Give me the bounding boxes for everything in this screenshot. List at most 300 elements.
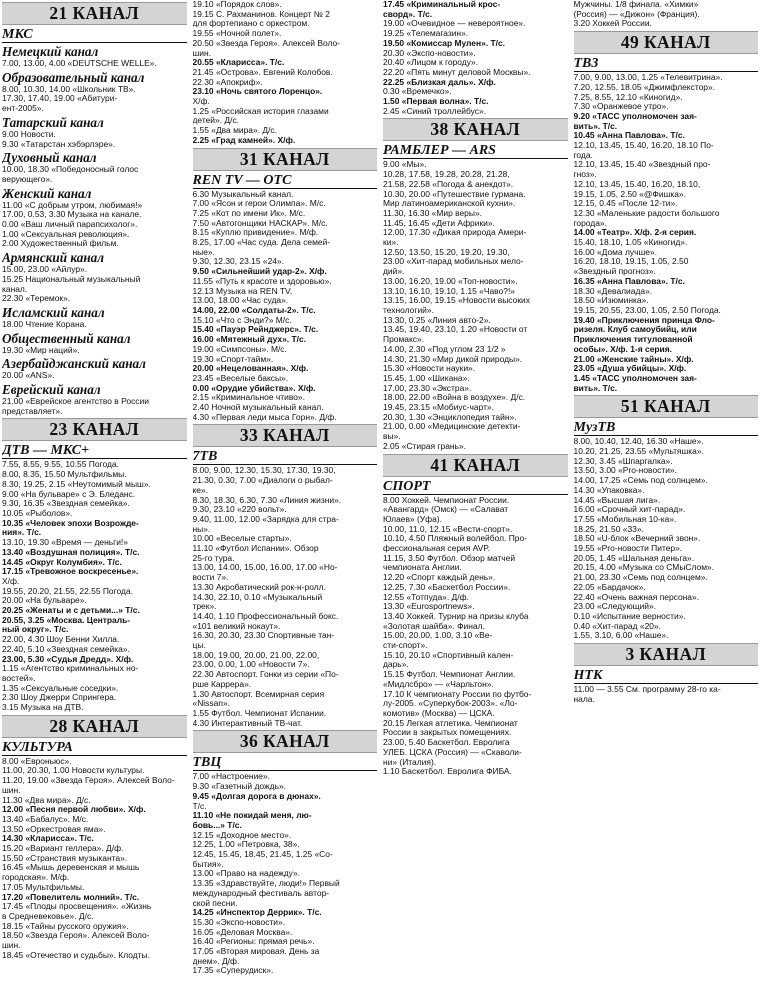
program-entry: 13.00, 18.00 «Час суда». xyxy=(192,295,289,306)
program-entry-highlight: 14.45 «Округ Колумбия». Т/с. xyxy=(2,556,122,567)
program-entry: 7.25, 8.55, 12.10 «Киногид». xyxy=(573,91,683,102)
program-entry: 23.00 «Хит-парад мобильных мело- xyxy=(383,256,524,267)
program-entry: «Золотая шайба». Финал. xyxy=(383,620,485,631)
program-entry: 12.10, 13.45, 15.40, 16.20, 18.10 По- xyxy=(573,140,714,151)
program-entry-highlight: 17.20 «Повелитель молний». Т/с. xyxy=(2,891,140,902)
program-entry-highlight: 10.45 «Анна Павлова». Т/с. xyxy=(573,130,685,141)
program-entry-highlight: 9.50 «Сильнейший удар-2». Х/ф. xyxy=(192,266,327,277)
program-entry: 17.45 «Плоды просвещения». «Жизнь xyxy=(2,901,152,912)
channel-name: МКС xyxy=(2,27,187,43)
program-entry: 7.00 «Ясон и герои Олимпа». М/с. xyxy=(192,198,326,209)
program-entry: 17.55 «Мобильная 10-ка». xyxy=(573,513,677,524)
program-entry: городская». М/ф. xyxy=(2,872,70,883)
program-entry: 11.55 «Путь к красоте и здоровью». xyxy=(192,275,332,286)
program-entry: 19.45, 23.15 «Мобиус-чарт». xyxy=(383,402,494,413)
program-entry: 18.50 «Звезда Героя». Алексей Воло- xyxy=(2,930,150,941)
program-entry-highlight: 23.10 «Ночь святого Лоренцо». xyxy=(192,86,323,97)
program-entry-highlight: 20.55 «Кларисса». Т/с. xyxy=(192,57,285,68)
program-entry: 9.30, 16.35 «Звездная семейка». xyxy=(2,498,130,509)
program-entry: 7.25 «Кот по имени Ик». М/с. xyxy=(192,207,306,218)
program-entry: 1.55 Футбол. Чемпионат Испании. xyxy=(192,708,327,718)
program-entry: нала. xyxy=(573,693,595,704)
program-entry: 13.10, 19.30 «Время — деньги!» xyxy=(2,537,128,548)
program-entry: 9.00 «На бульваре» с Э. Бледанс. xyxy=(2,488,136,499)
channel-name: КУЛЬТУРА xyxy=(2,740,187,756)
program-entry-highlight: 23.00, 5.30 «Судья Дредд». Х/ф. xyxy=(2,653,134,664)
program-entry: 12.30 «Маленькие радости большого xyxy=(573,207,720,218)
program-entry-highlight: 19.40 «Приключения принца Фло- xyxy=(573,314,715,325)
program-entry: Мир латиноамериканской кухни». xyxy=(383,198,516,209)
program-entry: 14.45 «Высшая лига». xyxy=(573,494,661,505)
program-entry: 1.55 «Два мира». Д/с. xyxy=(192,125,277,136)
program-entry: 12.15, 0.45 «После 12-ти». xyxy=(573,198,678,209)
program-entry: 12.10, 13.45, 15.40 «Звездный про- xyxy=(573,159,711,170)
program-entry: 7.50 «Автогонщики НАСКАР». М/с. xyxy=(192,217,328,228)
program-entry: 10.20, 21.25, 23.55 «Мультяшка». xyxy=(573,446,704,457)
program-entry: 11.15, 3.50 Футбол. Обзор матчей xyxy=(383,552,516,563)
program-entry: 22.20 «Пять минут деловой Москвы». xyxy=(383,66,531,77)
channel-name: ДТВ — МКС+ xyxy=(2,443,187,459)
program-entry: Т/с. xyxy=(192,800,207,811)
program-entry: комотив» (Москва) — ЦСКА. xyxy=(383,708,495,718)
program-entry: 14.40, 1.10 Профессиональный бокс. xyxy=(192,610,339,621)
program-entry-highlight: 11.10 «Не покидай меня, лю- xyxy=(192,810,312,821)
program-entry: 1.10 Баскетбол. Евролига ФИБА. xyxy=(383,766,512,777)
program-entry: 17.05 Мультфильмы. xyxy=(2,881,85,892)
program-entry: 12.50, 13.50, 15.20, 19.20, 19.30, xyxy=(383,246,510,257)
program-entry: 2.30 Шоу Джерри Спрингера. xyxy=(2,692,117,703)
program-entry: 1.55, 3.10, 6.00 «Наше». xyxy=(573,630,669,641)
program-entry: 13.10, 16.10, 19.10, 1.15 «Чаво?!» xyxy=(383,285,515,296)
program-entry: лу-2005. «Суперкубок-2003». «Ло- xyxy=(383,698,518,709)
program-entry-highlight: 10.35 «Человек эпохи Возрожде- xyxy=(2,517,139,528)
program-entry: 16.00 «Срочный хит-парад». xyxy=(573,504,686,515)
program-entry: 20.30 «Экспо-новости». xyxy=(383,47,476,58)
program-entry: 1.35 «Сексуальные соседки». xyxy=(2,682,119,693)
program-entry: 11.00 «С добрым утром, любимая!» xyxy=(2,199,143,210)
program-entry: 4.30 «Первая леди мыса Горн». Д/ф. xyxy=(192,411,337,422)
program-entry: 10.00 «Веселые старты». xyxy=(192,533,292,544)
program-entry: днем». Д/ф. xyxy=(192,955,240,966)
program-entry: 8.00, 8.35, 15.50 Мультфильмы. xyxy=(2,469,127,480)
program-entry: 13.00, 16.20, 19.00 «Топ-новости». xyxy=(383,275,518,286)
program-entry: 23.00 «Следующий». xyxy=(573,601,657,612)
program-entry: 8.00, 10.40, 12.40, 16.30 «Наше». xyxy=(573,436,704,447)
program-entry: 6.30 Музыкальный канал. xyxy=(192,188,294,199)
program-entry-highlight: 14.00 «Театр». Х/ф. 2-я серия. xyxy=(573,227,697,238)
program-entry: вы». xyxy=(383,431,401,442)
program-entry: 8.30, 18.30, 6.30, 7.30 «Линия жизни». xyxy=(192,494,342,505)
program-entry: 23.45 «Веселые баксы». xyxy=(192,372,289,383)
program-entry: 8.30, 19.25, 2.15 «Неутомимый мыш». xyxy=(2,478,151,489)
program-entry: 9.30 «Газетный дождь». xyxy=(192,781,287,792)
program-entry: международный фестиваль автор- xyxy=(192,887,330,898)
program-entry: 22.30 Автоспорт. Гонки из серии «По- xyxy=(192,669,339,680)
channel-number-band: 23 КАНАЛ xyxy=(2,418,187,441)
program-entry: 20.15, 4.00 «Музыка со СМыСлом». xyxy=(573,562,715,573)
program-entry: 3.15 Музыка на ДТВ. xyxy=(2,702,84,713)
program-entry: 16.30, 20.30, 23.30 Спортивные тан- xyxy=(192,630,335,641)
channel-name: Исламский канал xyxy=(2,304,105,320)
program-entry: 15.30 «Экспо-новости». xyxy=(192,916,286,927)
program-entry: ке». xyxy=(192,484,209,495)
program-entry: 19.15, 20.55, 23.00, 1.05, 2.50 Погода. xyxy=(573,304,721,315)
program-entry: 9.40, 11.00, 12.00 «Зарядка для стра- xyxy=(192,513,339,524)
program-entry: 13.00 «Право на надежду». xyxy=(192,868,301,879)
program-entry: 25-го тура. xyxy=(192,552,235,563)
program-entry: 14.30 «Упаковка». xyxy=(573,484,645,495)
program-entry-highlight: 20.00 «Нецелованная». Х/ф. xyxy=(192,363,309,374)
program-entry: года. xyxy=(573,149,593,160)
program-entry: 16.45 «Мышь деревенская и мышь xyxy=(2,862,140,873)
channel-name: Еврейский канал xyxy=(2,382,101,398)
program-entry-highlight: сворд». Т/с. xyxy=(383,8,433,19)
program-entry: 21.00, 0.00 «Медицинские детекти- xyxy=(383,421,521,432)
program-entry: 10.10, 4.50 Пляжный волейбол. Про- xyxy=(383,533,527,544)
program-entry: дий». xyxy=(383,266,405,277)
program-entry: Мужчины. 1/8 финала. «Химки» xyxy=(573,0,699,9)
program-entry: 2.40 Ночной музыкальный канал. xyxy=(192,402,324,413)
channel-name: ТВЦ xyxy=(193,755,378,771)
channel-name: Татарский канал xyxy=(2,114,104,130)
channel-name: РАМБЛЕР — ARS xyxy=(383,143,568,159)
program-entry-highlight: 23.05 «Душа убийцы». Х/ф. xyxy=(573,363,687,374)
program-entry: 17.30, 17.40, 19.00 «Абитури- xyxy=(2,93,118,104)
program-entry: 19.00 «Симпсоны». М/с. xyxy=(192,343,287,354)
program-entry: 11.30 «Два мира». Д/с. xyxy=(2,794,91,805)
program-entry: ент-2005». xyxy=(2,103,44,114)
program-entry: 15.25 Национальный музыкальный xyxy=(2,273,141,284)
channel-name: Армянский канал xyxy=(2,250,105,266)
channel-name: Общественный канал xyxy=(2,330,131,346)
program-entry: в Средневековье». Д/с. xyxy=(2,911,94,921)
program-entry: Х/ф. xyxy=(2,575,20,586)
program-entry: «Nissan». xyxy=(192,698,231,709)
program-entry: вости 7». xyxy=(192,572,229,583)
program-entry: 19.25 «Телемагазин». xyxy=(383,28,469,39)
program-entry: 9.30, 23.10 «220 вольт». xyxy=(192,504,287,515)
program-entry: 15.20 «Вариант геллера». Д/ф. xyxy=(2,843,124,854)
program-entry: 12.00, 17.30 «Дикая природа Амери- xyxy=(383,227,527,238)
program-entry: цы. xyxy=(192,640,206,651)
program-entry: 1.25 «Российская история глазами xyxy=(192,105,329,116)
program-entry: ные». xyxy=(192,246,215,257)
program-entry: 8.00 Хоккей. Чемпионат России. xyxy=(383,494,510,505)
program-entry: 7.00, 9.00, 13.00, 1.25 «Телевитрина». xyxy=(573,72,723,83)
program-entry: 15.10 «Что с Энди?» М/с. xyxy=(192,314,292,325)
program-entry: 11.10 «Футбол Испании». Обзор xyxy=(192,543,319,554)
channel-name: Женский канал xyxy=(2,185,92,201)
program-entry: 15.30 «Новости науки». xyxy=(383,363,476,374)
program-entry: (Россия) — «Дижон» (Франция). xyxy=(573,8,700,19)
program-entry-highlight: 17.45 «Криминальный крос- xyxy=(383,0,501,9)
program-entry: 15.50 «Странствия музыканта». xyxy=(2,852,128,863)
program-entry: ки». xyxy=(383,237,399,248)
program-entry: УЛЕБ. ЦСКА (Россия) — «Скаволи- xyxy=(383,746,522,757)
program-entry: 22.00, 4.30 Шоу Бенни Хилла. xyxy=(2,634,120,645)
channel-number-band: 28 КАНАЛ xyxy=(2,715,187,738)
channel-number-band: 3 КАНАЛ xyxy=(574,643,759,666)
program-entry: 14.30, 22.10, 0.10 «Музыкальный xyxy=(192,591,323,602)
program-entry: 22.40, 5.10 «Звездная семейка». xyxy=(2,643,130,654)
channel-number-band: 21 КАНАЛ xyxy=(2,2,187,25)
program-entry: 12.13 Музыка на REN TV. xyxy=(192,285,293,296)
program-entry: «Звездный прогноз». xyxy=(573,266,656,277)
program-entry: рше Каррера». xyxy=(192,678,252,689)
channel-number-band: 51 КАНАЛ xyxy=(574,395,759,418)
program-entry: дарь». xyxy=(383,659,409,670)
program-entry-highlight: ный округ». Т/с. xyxy=(2,624,69,635)
program-entry: 18.30 «Девалиада». xyxy=(573,285,653,296)
program-entry-highlight: 22.25 «Близкая даль». Х/ф. xyxy=(383,76,496,87)
program-entry: 12.25, 7.30 «Баскетбол России». xyxy=(383,581,511,592)
program-entry: «Мидлсбро» — «Чарльтон». xyxy=(383,678,494,689)
program-entry: 12.20 «Спорт каждый день». xyxy=(383,572,496,583)
program-entry-highlight: 9.20 «ТАСС уполномочен зая- xyxy=(573,110,697,121)
program-entry: 20.00 «ANS». xyxy=(2,370,55,381)
program-entry: 8.25, 17.00 «Час суда. Дела семей- xyxy=(192,237,331,248)
program-entry: 13.50, 3.00 «Pro-новости». xyxy=(573,465,677,476)
program-entry: 15.15 Футбол. Чемпионат Англии. xyxy=(383,669,516,680)
program-entry: Х/ф. xyxy=(192,96,210,107)
program-entry: 18.00 Чтение Корана. xyxy=(2,318,87,329)
program-entry: гноз». xyxy=(573,169,597,180)
program-entry-highlight: 20.25 «Женаты и с детьми...» Т/с. xyxy=(2,605,140,616)
channel-name: Азербайджанский канал xyxy=(2,356,146,372)
program-entry: «Авангард» (Омск) — «Салават xyxy=(383,504,509,515)
program-entry: 20.00 «На бульваре». xyxy=(2,595,87,606)
program-entry: бытия». xyxy=(192,858,224,869)
program-entry: 15.40, 18.10, 1.05 «Киногид». xyxy=(573,237,688,248)
program-entry-highlight: ризеля. Клуб самоубийц, или xyxy=(573,324,697,335)
program-entry-highlight: вить». Т/с. xyxy=(573,120,618,131)
program-entry: 2.05 «Стирая грань». xyxy=(383,440,466,451)
program-entry: 19.15, 1.05, 2.50 «@Фишка». xyxy=(573,188,686,199)
program-entry: 7.00 «Настроение». xyxy=(192,771,271,782)
program-entry: представляет». xyxy=(2,405,63,416)
channel-name: 7ТВ xyxy=(193,449,378,465)
program-entry: 2.00 Художественный фильм. xyxy=(2,238,119,249)
program-entry: 13.45, 19.40, 23.10, 1.20 «Новости от xyxy=(383,324,528,335)
program-entry-highlight: 12.00 «Песня первой любви». Х/ф. xyxy=(2,804,146,815)
program-entry: 0.10 «Испытание верности». xyxy=(573,610,686,621)
channel-number-band: 41 КАНАЛ xyxy=(383,454,568,477)
program-entry-highlight: 21.00 «Женские тайны». Х/ф. xyxy=(573,353,694,364)
program-entry: 10.28, 17.58, 19.28, 20.28, 21.28, xyxy=(383,169,510,180)
program-entry: 15.00, 23.00 «Айлур». xyxy=(2,264,88,275)
program-entry: технологий». xyxy=(383,304,434,315)
program-entry: 12.55 «Тотпуда». Д/ф. xyxy=(383,591,469,602)
program-entry: 7.00, 13.00, 4.00 «DEUTSCHE WELLE». xyxy=(2,58,157,68)
program-entry: 22.30 «Теремок». xyxy=(2,293,71,304)
program-entry: 21.30, 0.30, 7.00 «Диалоги о рыбал- xyxy=(192,475,333,486)
program-entry: 3.20 Хоккей России. xyxy=(573,18,652,29)
program-entry-highlight: 14.25 «Инспектор Деррик». Т/с. xyxy=(192,907,322,918)
program-entry: 10.00, 18.30 «Победоносный голос xyxy=(2,164,139,175)
program-entry: 19.00 «Очевидное — невероятное». xyxy=(383,18,526,29)
program-entry: 23.00, 5.40 Баскетбол. Евролига xyxy=(383,737,510,748)
program-entry-highlight: 16.00 «Мятежный дух». Т/с. xyxy=(192,334,306,345)
program-entry: 20.05, 1.45 «Шальная деньга». xyxy=(573,552,695,563)
program-entry: детей». Д/с. xyxy=(192,115,240,126)
program-entry: 13.30 «Eurosportnews». xyxy=(383,601,475,612)
program-entry: 20.40 «Лицом к городу». xyxy=(383,57,479,68)
program-entry: 8.15 «Куплю привидение». М/ф. xyxy=(192,227,319,238)
program-entry: чемпионата Англии. xyxy=(383,562,462,573)
program-entry: 11.45, 16.45 «Дети Африки». xyxy=(383,217,495,228)
column-2 xyxy=(193,0,378,1004)
channel-number-band: 31 КАНАЛ xyxy=(193,148,378,171)
program-entry: ны». xyxy=(192,523,211,534)
program-entry: 16.00 «Дома лучше». xyxy=(573,246,658,257)
program-entry-highlight: Приключения титулованной xyxy=(573,334,693,345)
program-entry: 18.25, 21.50 «33». xyxy=(573,523,644,534)
channel-number-band: 38 КАНАЛ xyxy=(383,118,568,141)
program-entry: 13.30, 0.25 «Линия авто-2». xyxy=(383,314,491,325)
program-entry: 18.50 «U-блок «Вечерний звон». xyxy=(573,533,701,544)
program-entry: 21.58, 22.58 «Погода & анекдот». xyxy=(383,178,514,189)
program-entry: 19.30 «Спорт-тайм». xyxy=(192,353,274,364)
program-entry: 10.30, 20.00 «Путешествие гурмана. xyxy=(383,188,526,199)
program-entry: 2.45 «Синий троллейбус». xyxy=(383,105,487,116)
program-entry: для фортепиано с оркестром. xyxy=(192,18,310,29)
program-entry: 12.45, 15.45, 18.45, 21.45, 1.25 «Со- xyxy=(192,849,333,860)
program-entry: ской песни. xyxy=(192,897,238,908)
program-entry: 19.55 «Pro-новости Питер». xyxy=(573,543,683,554)
program-entry: сти-спорт». xyxy=(383,640,428,651)
program-entry-highlight: 15.40 «Пауэр Рейнджерс». Т/с. xyxy=(192,324,319,335)
program-entry: 20.50 «Звезда Героя». Алексей Воло- xyxy=(192,37,340,48)
program-entry: 21.00, 23.30 «Семь под солнцем». xyxy=(573,572,708,583)
program-entry-highlight: 2.25 «Град камней». Х/ф. xyxy=(192,134,296,145)
program-entry: 13.35 «Здравствуйте, люди!» Первый xyxy=(192,878,340,889)
program-entry: 20.30, 1.30 «Энциклопедия тайн». xyxy=(383,411,517,422)
program-entry: 14.00, 2.30 «Под углом 23 1/2 » xyxy=(383,343,506,354)
program-entry: 12.10, 13.45, 15.40, 16.20, 18.10, xyxy=(573,178,701,189)
channel-number-band: 49 КАНАЛ xyxy=(574,31,759,54)
program-entry: 0.30 «Времечко». xyxy=(383,86,452,97)
program-entry: 7.20, 12.55, 18.05 «Джимфлекстор». xyxy=(573,81,716,92)
program-entry-highlight: 16.35 «Анна Павлова». Т/с. xyxy=(573,275,685,286)
program-entry: 17.00, 0.53, 3.30 Музыка на канале. xyxy=(2,209,142,220)
program-entry-highlight: 1.45 «ТАСС уполномочен зая- xyxy=(573,372,697,383)
program-entry-highlight: 0.00 «Орудие убийства». Х/ф. xyxy=(192,382,316,393)
channel-name: Образовательный канал xyxy=(2,69,145,85)
program-entry: фессиональная серия AVP. xyxy=(383,543,491,554)
program-entry: 21.45 «Острова». Евгений Колобов. xyxy=(192,66,333,77)
program-entry: 14.00, 17.25 «Семь под солнцем». xyxy=(573,475,708,486)
channel-name: МузТВ xyxy=(574,420,759,436)
program-entry: трек». xyxy=(192,601,217,612)
program-entry: верующего». xyxy=(2,173,53,184)
channel-name: НТК xyxy=(574,668,759,684)
channel-name: СПОРТ xyxy=(383,479,568,495)
program-entry-highlight: вить». Т/с. xyxy=(573,382,618,393)
program-entry: России в закрытых помещениях. xyxy=(383,727,512,738)
program-entry-highlight: ния». Т/с. xyxy=(2,527,42,538)
program-entry: 18.50 «Изюминка». xyxy=(573,295,649,306)
program-entry: 14.30, 21.30 «Мир дикой природы». xyxy=(383,353,523,364)
channel-name: REN TV — ОТС xyxy=(193,173,378,189)
channel-name: ТВ3 xyxy=(574,56,759,72)
program-entry-highlight: 14.30 «Кларисса». Т/с. xyxy=(2,833,94,844)
channel-name: Немецкий канал xyxy=(2,44,99,59)
program-entry: 18.45 «Отечество и судьбы». Клодты. xyxy=(2,949,150,960)
program-entry: шин. xyxy=(2,940,21,951)
program-entry: 19.10 «Порядок слов». xyxy=(192,0,282,9)
channel-name: Духовный канал xyxy=(2,150,97,166)
program-entry-highlight: особы». Х/ф. 1-я серия. xyxy=(573,343,672,354)
program-entry: 13.40 Хоккей. Турнир на призы клуба xyxy=(383,610,529,621)
program-entry-highlight: 1.50 «Первая волна». Т/с. xyxy=(383,96,489,107)
program-entry: 19.15 С. Рахманинов. Концерт № 2 xyxy=(192,8,330,19)
program-entry: 9.00 Новости. xyxy=(2,128,56,139)
column-3 xyxy=(383,0,568,1004)
program-entry: 0.40 «Хит-парад «20». xyxy=(573,620,662,631)
program-entry: 1.00 «Сексуальная революция». xyxy=(2,228,130,239)
program-entry: ни» (Италия). xyxy=(383,756,437,767)
program-entry: 4.30 Интерактивный ТВ-чат. xyxy=(192,717,303,728)
program-entry: 11.00 — 3.55 См. программу 28-го ка- xyxy=(573,684,721,695)
program-entry: 17.10 К чемпионату России по футбо- xyxy=(383,688,532,699)
program-entry: 22.05 «Бардачок». xyxy=(573,581,646,592)
program-entry: шин. xyxy=(192,47,211,58)
program-entry: 16.40 «Регионы: прямая речь». xyxy=(192,936,315,947)
program-entry: 13.15, 16.00, 19.15 «Новости высоких xyxy=(383,295,530,306)
program-entry: 9.30, 12.30, 23.15 «24». xyxy=(192,256,284,267)
program-entry: 1.30 Автоспорт. Всемирная серия xyxy=(192,688,325,699)
program-entry: 13.00, 14.00, 15.00, 16.00, 17.00 «Но- xyxy=(192,562,338,573)
program-entry: 8.00, 10.30, 14.00 «Школьник ТВ». xyxy=(2,83,136,94)
program-entry: 10.05 «Рыболов». xyxy=(2,507,73,518)
program-entry: 11.20, 19.00 «Звезда Героя». Алексей Воло- xyxy=(2,775,175,786)
program-entry: 16.20, 18.10, 19.15, 1.05, 2.50 xyxy=(573,256,689,267)
program-entry: 18.00, 19.00, 20.00, 21.00, 22.00, xyxy=(192,649,320,660)
program-entry: 17.00, 23.30 «Экстра». xyxy=(383,382,472,393)
program-entry: города». xyxy=(573,217,607,228)
program-entry: 13.40 «Бабалус». М/с. xyxy=(2,813,89,824)
program-entry: шин. xyxy=(2,784,21,795)
program-entry-highlight: 9.45 «Долгая дорога в дюнах». xyxy=(192,790,321,801)
program-entry: 18.00, 22.00 «Война в воздухе». Д/с. xyxy=(383,392,526,403)
program-entry-highlight: 14.00, 22.00 «Солдаты-2». Т/с. xyxy=(192,304,316,315)
program-entry: востей». xyxy=(2,672,36,683)
program-entry: 19.55, 20.20, 21.55, 22.55 Погода. xyxy=(2,585,133,596)
program-entry: 13.30 Акробатический рок-н-ролл. xyxy=(192,581,326,592)
program-entry: 22.30 «Апокриф». xyxy=(192,76,263,87)
program-entry: 8.00, 9.00, 12.30, 15.30, 17.30, 19.30, xyxy=(192,465,336,476)
program-entry: 16.05 «Деловая Москва». xyxy=(192,926,293,937)
channel-number-band: 33 КАНАЛ xyxy=(193,424,378,447)
program-entry: 13.50 «Оркестровая яма». xyxy=(2,823,106,834)
program-entry: 19.30 «Мир наций». xyxy=(2,344,80,355)
program-entry: 10.00, 11.0, 12.15 «Вести-спорт». xyxy=(383,523,513,534)
program-entry: 23.00, 0.00, 1.00 «Новости 7». xyxy=(192,659,310,670)
program-entry: 18.15 «Тайны русского оружия». xyxy=(2,920,129,931)
program-entry: 15.00, 20.00, 1.00, 3.10 «Ве- xyxy=(383,630,493,641)
program-entry: 19.55 «Ночной полет». xyxy=(192,28,282,39)
program-entry: канал. xyxy=(2,283,28,294)
program-entry: 21.00 «Еврейское агентство в России xyxy=(2,396,149,407)
program-entry-highlight: 19.50 «Комиссар Мулен». Т/с. xyxy=(383,37,506,48)
program-entry: «101 великий нокаут». xyxy=(192,620,281,631)
program-entry-highlight: 20.55, 3.25 «Москва. Централь- xyxy=(2,614,131,625)
program-entry: Юлаев» (Уфа). xyxy=(383,513,442,524)
program-entry: 12.15 «Доходное место». xyxy=(192,829,292,840)
program-entry: 0.00 «Ваш личный парапсихолог». xyxy=(2,219,138,230)
channel-number-band: 36 КАНАЛ xyxy=(193,730,378,753)
program-entry: 7.55, 8.55, 9.55, 10.55 Погода. xyxy=(2,459,119,470)
